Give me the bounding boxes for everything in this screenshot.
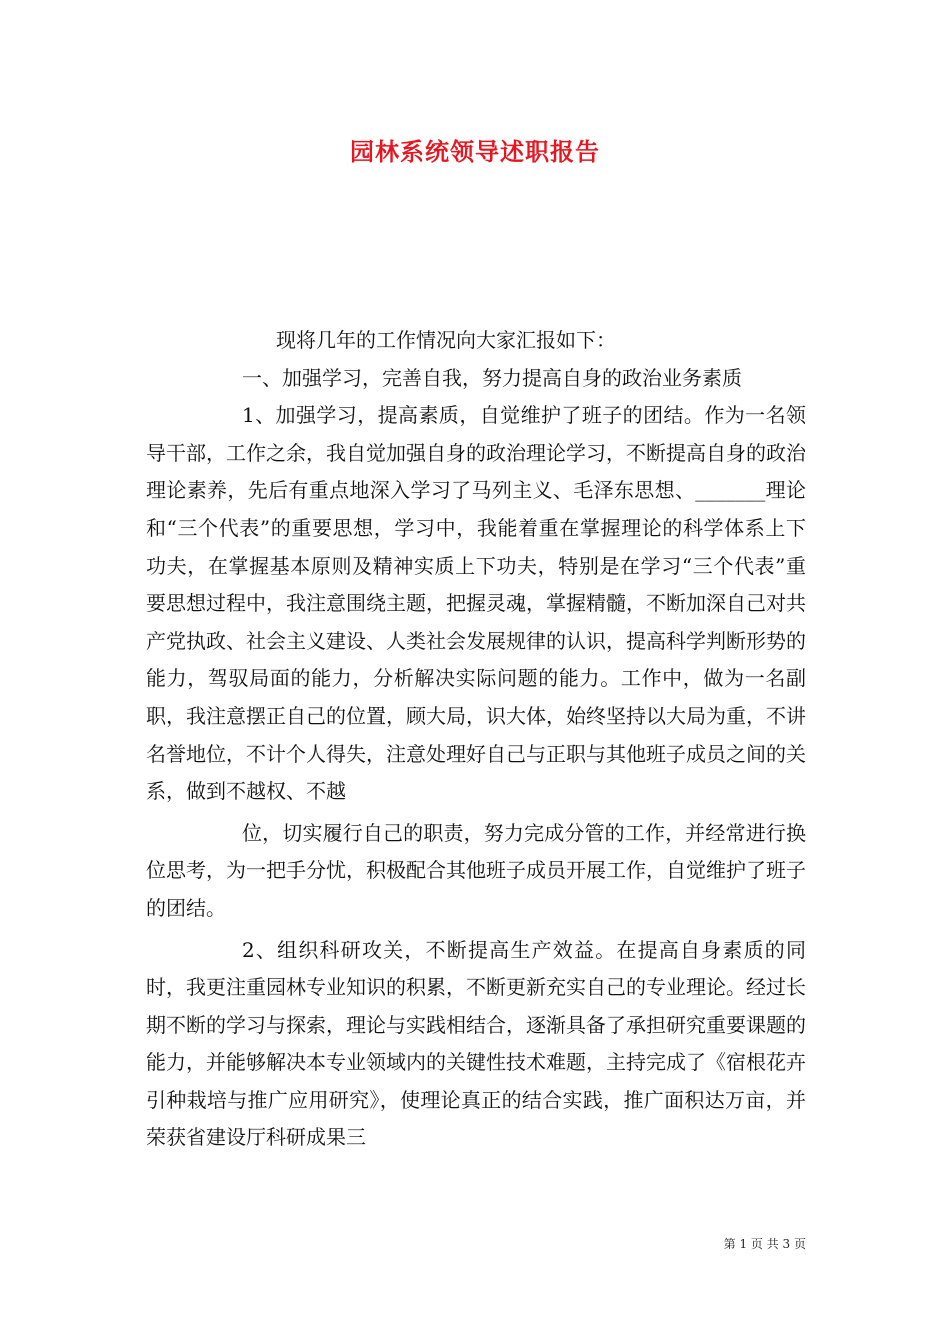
page-footer: 第 1 页 共 3 页 xyxy=(723,1237,806,1251)
document-body xyxy=(146,322,806,1157)
section-heading-1: 一、加强学习，完善自我，努力提高自身的政治业务素质 xyxy=(242,365,742,390)
paragraph-intro: 现将几年的工作情况向大家汇报如下： xyxy=(276,328,616,352)
paragraph-1-continued: 位，切实履行自己的职责，努力完成分管的工作，并经常进行换位思考，为一把手分忧，积极配合其他班子成员开展工作，自觉维护了班子的团结。 xyxy=(146,820,806,920)
paragraph-1: 1、加强学习，提高素质，自觉维护了班子的团结。作为一名领导干部，工作之余，我自觉加强自身的政治理论学习，不断提高自身的政治理论素养，先后有重点地深入学习了马列主义、毛泽东思想、_______理论和“三个代表”的重要思想，学习中，我能着重在掌握理论的科学体系上下功夫，在掌握基本原则及精神实质上下功夫，特别是在学习“三个代表”重要思想过程中，我注意围绕主题，把握灵魂，掌握精髓，不断加深自己对共产党执政、社会主义建设、人类社会发展规律的认识，提高科学判断形势的能力，驾驭局面的能力，分析解决实际问题的能力。工作中，做为一名副职，我注意摆正自己的位置，顾大局，识大体，始终坚持以大局为重，不讲名誉地位，不计个人得失，注意处理好自己与正职与其他班子成员之间的关系，做到不越权、不越 xyxy=(146,403,806,804)
paragraph-2: 2、组织科研攻关，不断提高生产效益。在提高自身素质的同时，我更注重园林专业知识的积累，不断更新充实自己的专业理论。经过长期不断的学习与探索，理论与实践相结合，逐渐具备了承担研究重要课题的能力，并能够解决本专业领域内的关键性技术难题，主持完成了《宿根花卉引种栽培与推广应用研究》，使理论真正的结合实践，推广面积达万亩，并荣获省建设厅科研成果三 xyxy=(146,937,806,1150)
document-title: 园林系统领导述职报告 xyxy=(350,137,600,166)
